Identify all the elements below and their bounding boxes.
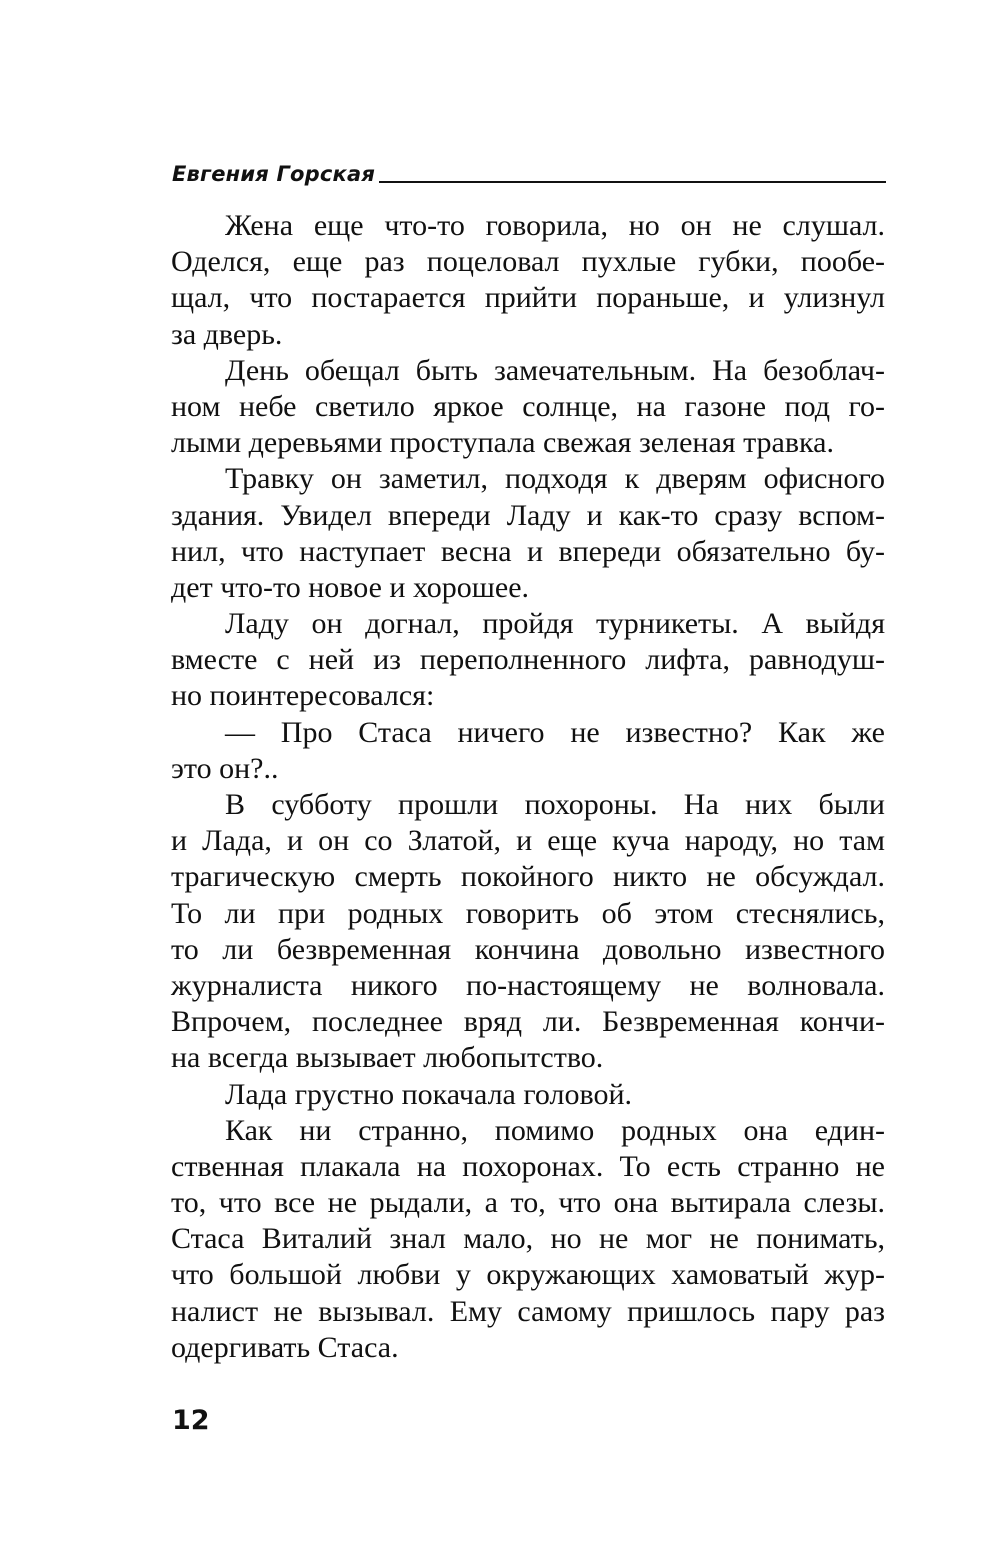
text-line: вместе с ней из переполненного лифта, равнодуш- (171, 643, 885, 677)
text-line: То ли при родных говорить об этом стеснялись, (171, 896, 885, 930)
text-line: то, что все не рыдали, а то, что она вытирала слезы. (171, 1186, 885, 1220)
text-line: Впрочем, последнее вряд ли. Безвременная кончи- (171, 1005, 885, 1039)
text-line: Как ни странно, помимо родных она един- (225, 1113, 885, 1147)
text-line: Жена еще что-то говорила, но он не слушал. (225, 209, 885, 242)
text-line: здания. Увидел впереди Ладу и как-то сразу вспом- (171, 498, 885, 532)
text-line: — Про Стаса ничего не известно? Как же (225, 715, 885, 749)
text-line: Оделся, еще раз поцеловал пухлые губки, пообе- (171, 245, 885, 279)
text-line: Стаса Виталий знал мало, но не мог не понимать, (171, 1222, 885, 1256)
text-line: щал, что постарается прийти пораньше, и улизнул (171, 281, 885, 315)
text-line: Травку он заметил, подходя к дверям офисного (225, 462, 885, 496)
text-line: на всегда вызывает любопытство. (171, 1041, 604, 1075)
text-line: за дверь. (171, 317, 283, 351)
text-line: лыми деревьями проступала свежая зеленая травка. (171, 426, 834, 460)
text-line: ном небе светило яркое солнце, на газоне под го- (171, 389, 885, 423)
text-line: и Лада, и он со Златой, и еще куча народу, но там (171, 824, 885, 858)
text-line: что большой любви у окружающих хамоватый жур- (171, 1258, 885, 1292)
text-line: налист не вызывал. Ему самому пришлось пару раз (171, 1294, 885, 1328)
running-header-author: Евгения Горская (172, 159, 379, 189)
text-line: дет что-то новое и хорошее. (171, 570, 530, 604)
text-line: одергивать Стаса. (171, 1330, 399, 1364)
text-line: нил, что наступает весна и впереди обязательно бу- (171, 534, 885, 568)
text-line: ственная плакала на похоронах. То есть странно не (171, 1149, 885, 1183)
text-line: то ли безвременная кончина довольно известного (171, 932, 885, 966)
running-header (172, 159, 886, 189)
text-line: трагическую смерть покойного никто не обсуждал. (171, 860, 885, 894)
text-line: В субботу прошли похороны. На них были (225, 788, 885, 821)
text-line: День обещал быть замечательным. На безоблач- (225, 353, 885, 387)
text-line: это он?.. (171, 751, 279, 785)
page-number: 12 (172, 1405, 210, 1436)
body-text (171, 208, 885, 1366)
text-line: Лада грустно покачала головой. (225, 1077, 633, 1111)
text-line: но поинтересовался: (171, 679, 435, 713)
text-line: журналиста никого по-настоящему не волновала. (171, 968, 885, 1002)
text-line: Ладу он догнал, пройдя турникеты. А выйдя (225, 607, 885, 641)
